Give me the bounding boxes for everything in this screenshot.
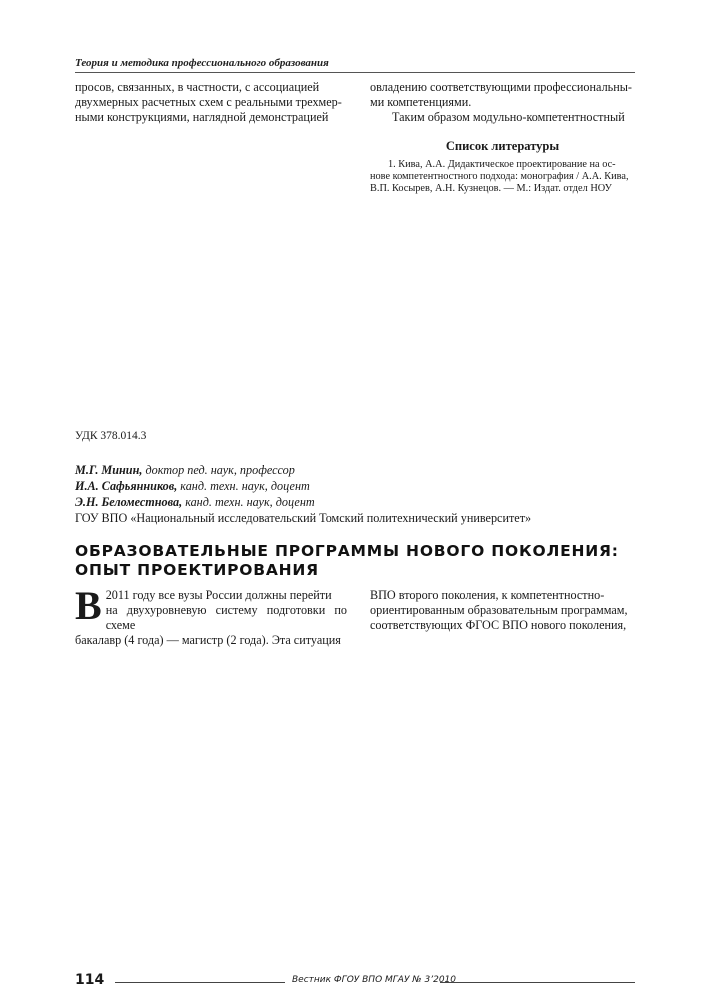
drop-cap: В (75, 583, 102, 628)
reference-line: В.П. Косырев, А.Н. Кузнецов. — М.: Издат. отдел НОУ (370, 183, 612, 195)
article-title-line: ОБРАЗОВАТЕЛЬНЫЕ ПРОГРАММЫ НОВОГО ПОКОЛЕНИЯ: (75, 542, 619, 560)
page-number: 114 (75, 972, 105, 988)
text-line: просов, связанных, в частности, с ассоциацией (75, 80, 320, 94)
header-rule (75, 72, 635, 73)
author-name: М.Г. Минин, (75, 463, 143, 477)
author-name: И.А. Сафьянников, (75, 479, 178, 493)
author-degree: доктор пед. наук, профессор (142, 463, 295, 477)
text-line: соответствующих ФГОС ВПО нового поколения, (370, 617, 627, 632)
author-degree: канд. техн. наук, доцент (182, 495, 315, 509)
text-line: двухмерных расчетных схем с реальными трехмер- (75, 94, 342, 109)
text-line: ными конструкциями, наглядной демонстрацией (75, 109, 329, 124)
author-line (75, 462, 635, 478)
text-line: ВПО второго поколения, к компетентностно- (370, 588, 605, 602)
text-line: овладению соответствующими профессиональны- (370, 80, 632, 94)
top-right-column (370, 80, 635, 195)
reference-line: 1. Кива, А.А. Дидактическое проектирование на ос- (388, 158, 616, 170)
text-line: бакалавр (4 года) — магистр (2 года). Эта ситуация (75, 632, 341, 647)
article-title-line: ОПЫТ ПРОЕКТИРОВАНИЯ (75, 561, 319, 579)
running-head: Теория и методика профессионального образования (75, 57, 329, 69)
author-name: Э.Н. Беломестнова, (75, 495, 183, 509)
author-line (75, 478, 635, 494)
text-line: 2011 году все вузы России должны перейти (105, 588, 332, 602)
text-line: ориентированным образовательным программам, (370, 602, 628, 617)
reference-line: нове компетентностного подхода: монография / А.А. Кива, (370, 170, 629, 182)
footer-rule-right (440, 982, 635, 983)
udc-code: УДК 378.014.3 (75, 430, 147, 442)
article-title (75, 542, 635, 580)
author-degree: канд. техн. наук, доцент (177, 479, 310, 493)
authors-block (75, 462, 635, 526)
top-left-column (75, 80, 347, 125)
body-right-column (370, 588, 635, 633)
body-left-column (75, 583, 347, 648)
references-title: Список литературы (445, 138, 560, 153)
footer-rule-left (115, 982, 285, 983)
affiliation: ГОУ ВПО «Национальный исследовательский Томский политехнический университет» (75, 511, 532, 525)
text-line: Таким образом модульно-компетентностный (392, 109, 625, 124)
journal-name: Вестник ФГОУ ВПО МГАУ № 3’2010 (292, 975, 457, 985)
text-line: ми компетенциями. (370, 94, 472, 109)
text-line: на двухуровневую систему подготовки по схеме (105, 602, 347, 632)
author-line (75, 494, 635, 510)
